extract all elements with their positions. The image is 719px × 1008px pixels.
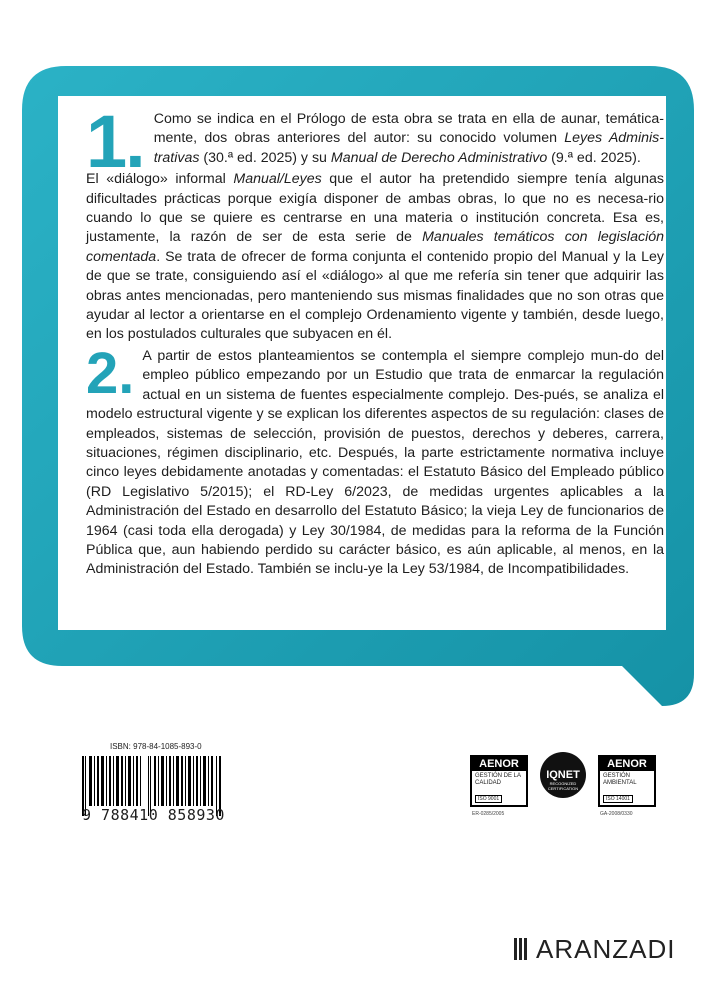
aenor-environmental-logo: AENOR GESTIÓN AMBIENTAL ISO 14001 (598, 755, 656, 807)
section-2-number: 2. (86, 340, 135, 406)
isbn-label: ISBN: 978-84-1085-893-0 (110, 742, 202, 751)
iqnet-logo: IQNET RECOGNIZED CERTIFICATION (540, 752, 586, 798)
publisher-logo: ARANZADI (514, 934, 675, 965)
section-1-intro: Como se indica en el Prólogo de esta obra se trata en ella de aunar, temática-mente, dos obras anteriores del autor: su conocido volumen Leyes Adminis-trativas (30.ª ed. 2025) y su Manual de Derecho Administrativo (9.ª ed. 2025). (153, 111, 664, 166)
section-1-number: 1. (86, 100, 144, 183)
section-2 (86, 340, 664, 580)
section-2-paragraph: A partir de estos planteamientos se contempla el siempre complejo mun-do del empleo público empezando por un Estudio que trata de enmarcar la regulación actual en un sistema de fuentes especialmente complejo. Des-pués, se analiza el modelo estructural vigente y se explican los diferentes aspectos de su regulación: clases de empleados, sistemas de selección, provisión de puestos, derechos y deberes, carrera, situaciones, régimen disciplinario, etc. Después, la parte estrictamente normativa incluye cinco leyes debidamente anotadas y comentadas: el Estatuto Básico del Empleado público (RD Legislativo 5/2015); el RD-Ley 6/2023, de medidas urgentes aplicables a la Administración del Estado en desarrollo del Estatuto Básico; la vieja Ley de funcionarios de 1964 (casi toda ella derogada) y Ley 30/1984, de medidas para la reforma de la Función Pública que, aun habiendo perdido su carácter básico, es aún aplicable, al menos, en la Administración del Estado. También se inclu-ye la Ley 53/1984, de Incompatibilidades. (86, 347, 664, 578)
section-1-paragraph: El «diálogo» informal Manual/Leyes que el autor ha pretendido siempre tenía algunas dificultades prácticas porque exigía disponer de ambas obras, lo que no es necesa-rio cuando lo que se quiere es centrarse en una materia o institución concreta. Esa es, justamente, la razón de ser de esta serie de Manuales temáticos con legislación comentada. Se trata de ofrecer de forma conjunta el contenido propio del Manual y la Ley de que se trate, consiguiendo así el «diálogo» al que me refería sin tener que adquirir las obras antes mencionadas, pero manteniendo sus mismas finalidades que no son otras que ayudar al lector a orientarse en el complejo Ordenamiento vigente y también, desde luego, en los postulados culturales que subyacen en él. (86, 171, 664, 343)
aenor-quality-logo: AENOR GESTIÓN DE LA CALIDAD ISO 9001 (470, 755, 528, 807)
barcode-digits: 9 788410 858930 (82, 806, 225, 824)
aenor-quality-ref: ER-0285/2005 (472, 811, 505, 817)
aenor-environmental-ref: GA-2008/0330 (600, 811, 633, 817)
blurb-content (86, 100, 664, 582)
publisher-bars-icon (514, 938, 534, 960)
section-1 (86, 100, 664, 345)
